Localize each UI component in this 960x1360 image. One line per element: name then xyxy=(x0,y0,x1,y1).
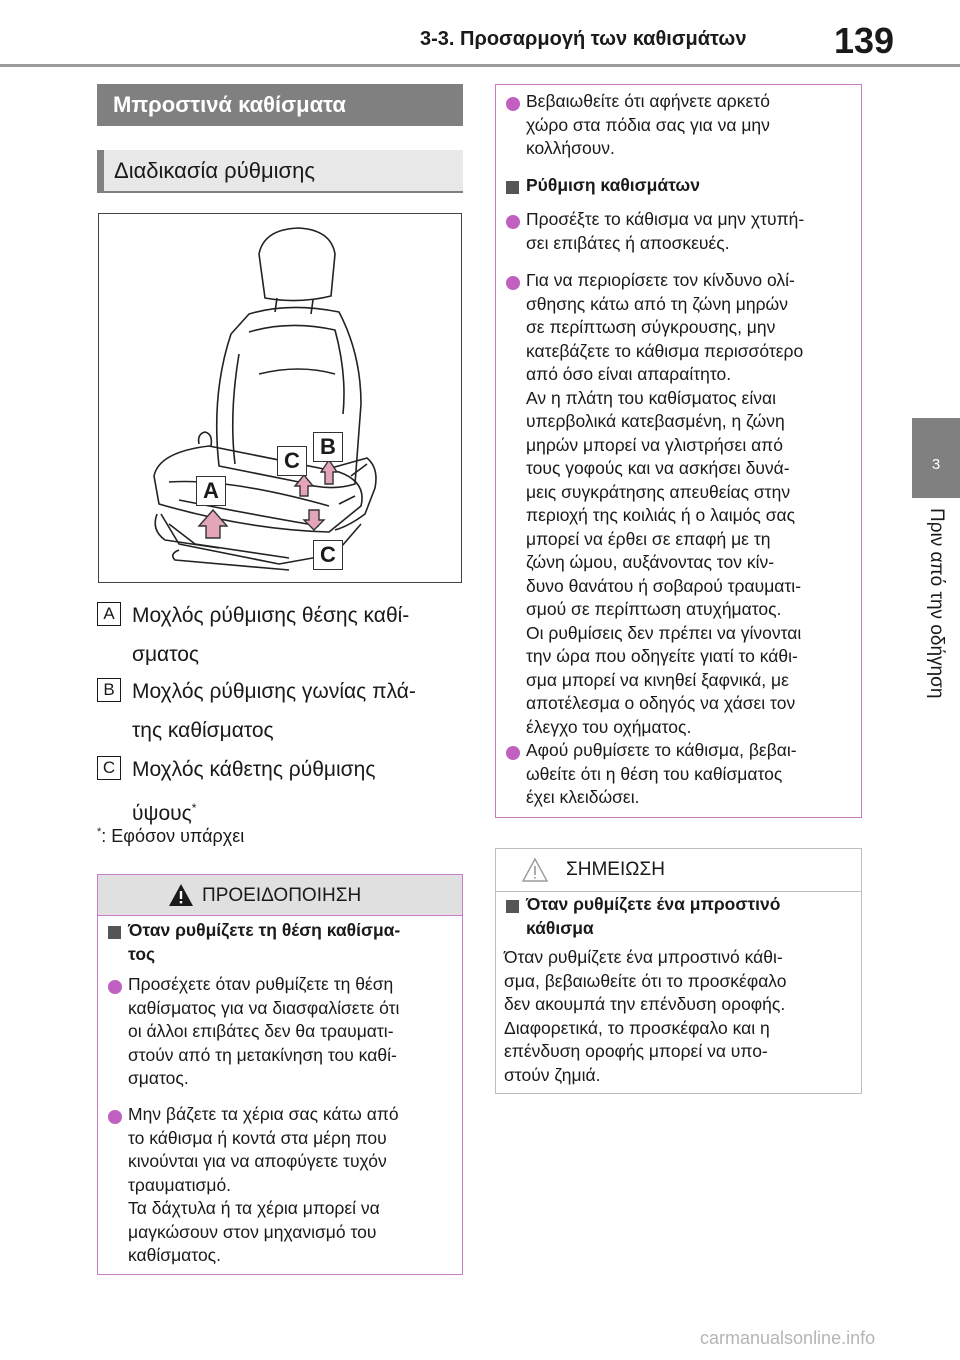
text-line: Αν η πλάτη του καθίσματος είναι xyxy=(526,387,776,408)
legend-line: της καθίσματος xyxy=(132,719,274,742)
warning-bullet-2 xyxy=(128,1103,399,1268)
note-text xyxy=(504,946,787,1087)
text-line: καθίσματος για να διασφαλίσετε ότι xyxy=(128,997,400,1018)
warning-bullet-1 xyxy=(128,973,399,1091)
text-line: κολλήσουν. xyxy=(526,138,615,158)
text-line: επένδυση οροφής μπορεί να υπο- xyxy=(504,1041,768,1061)
arrow-c-up xyxy=(295,475,313,496)
text-line: Όταν ρυθμίζετε ένα μπροστινό κάθι- xyxy=(504,947,783,967)
text-line: Όταν ρυθμίζετε τη θέση καθίσμα- xyxy=(128,920,401,940)
footnote-text: : Εφόσον υπάρχει xyxy=(101,826,245,846)
text-line: έχει κλειδώσει. xyxy=(526,787,640,807)
watermark: carmanualsonline.info xyxy=(700,1328,876,1348)
square-bullet-icon xyxy=(108,926,121,939)
text-line: τραυματισμό. xyxy=(128,1174,232,1195)
text-line: σθησης κάτω από τη ζώνη μηρών xyxy=(526,293,788,314)
right-bullet-3 xyxy=(526,269,803,739)
text-line: Προσέξτε το κάθισμα να μην χτυπή- xyxy=(526,209,805,229)
text-line: σμα, βεβαιωθείτε ότι το προσκέφαλο xyxy=(504,970,787,991)
bullet-icon xyxy=(506,97,520,111)
bullet-icon xyxy=(506,746,520,760)
text-line: σμα μπορεί να κινηθεί ξαφνικά, με xyxy=(526,669,789,690)
arrow-c-down xyxy=(304,510,324,530)
legend-line: Μοχλός ρύθμισης γωνίας πλά- xyxy=(132,680,416,703)
warning-body xyxy=(97,915,463,1275)
legend-line: σματος xyxy=(132,643,199,666)
footnote xyxy=(97,826,244,847)
text-line: δυνο θανάτου ή σοβαρού τραυματι- xyxy=(526,575,802,596)
legend-key: B xyxy=(97,678,121,702)
page-number: 139 xyxy=(834,20,895,61)
warning-icon xyxy=(168,883,194,907)
footnote-marker: * xyxy=(191,801,197,815)
legend-key: C xyxy=(97,756,121,780)
text-line: στούν ζημιά. xyxy=(504,1064,601,1085)
callout-c-lower: C xyxy=(313,540,343,570)
text-line: ζώνη ώμου, αυξάνοντας τον κίν- xyxy=(526,552,775,572)
text-line: έλεγχο του οχήματος. xyxy=(526,716,692,737)
text-line: τους γοφούς και να ασκήσει δυνά- xyxy=(526,458,790,478)
text-line: σματος. xyxy=(128,1068,189,1088)
note-header xyxy=(495,848,862,892)
seat-illustration xyxy=(98,213,462,583)
legend-item-b xyxy=(97,672,463,742)
warning-title: ΠΡΟΕΙΔΟΠΟΙΗΣΗ xyxy=(202,885,362,906)
text-line: μαγκώσουν στον μηχανισμό του xyxy=(128,1221,377,1242)
text-line: Όταν ρυθμίζετε ένα μπροστινό xyxy=(526,894,781,914)
text-line: Μην βάζετε τα χέρια σας κάτω από xyxy=(128,1104,399,1124)
legend-line: Μοχλός κάθετης ρύθμισης xyxy=(132,758,376,781)
square-bullet-icon xyxy=(506,900,519,913)
note-title: ΣΗΜΕΙΩΣΗ xyxy=(566,859,665,880)
arrow-b xyxy=(321,460,337,484)
text-line: μπορεί να έρθει σε επαφή με τη xyxy=(526,528,771,549)
subsection-rule xyxy=(97,191,463,193)
text-line: στούν από τη μετακίνηση του καθί- xyxy=(128,1044,397,1065)
text-line: σει επιβάτες ή αποσκευές. xyxy=(526,232,730,253)
callout-a: A xyxy=(196,476,226,506)
right-bullet-1 xyxy=(526,90,770,161)
text-line: Προσέχετε όταν ρυθμίζετε τη θέση xyxy=(128,974,394,994)
text-line: δεν ακουμπά την επένδυση οροφής. xyxy=(504,994,786,1014)
arrow-a xyxy=(199,510,227,538)
text-line: Για να περιορίσετε τον κίνδυνο ολί- xyxy=(526,270,795,290)
text-line: από όσο είναι απαραίτητο. xyxy=(526,364,732,384)
subsection-title: Διαδικασία ρύθμισης xyxy=(97,150,463,192)
legend-item-a xyxy=(97,596,463,666)
text-line: χώρο στα πόδια σας για να μην xyxy=(526,114,770,135)
caution-outline-icon xyxy=(521,857,549,883)
legend-line: ύψους xyxy=(132,802,192,825)
chapter-number: 3 xyxy=(931,456,941,473)
text-line: τος xyxy=(128,943,156,964)
text-line: Οι ρυθμίσεις δεν πρέπει να γίνονται xyxy=(526,622,802,643)
right-heading: Ρύθμιση καθισμάτων xyxy=(526,175,700,195)
note-heading xyxy=(526,893,780,940)
seat-drawing xyxy=(99,214,461,582)
bullet-icon xyxy=(506,215,520,229)
text-line: οι άλλοι επιβάτες δεν θα τραυματι- xyxy=(128,1021,394,1041)
text-line: κάθισμα xyxy=(526,917,594,938)
text-line: κατεβάζετε το κάθισμα περισσότερο xyxy=(526,340,804,361)
text-line: μεις συγκράτησης απευθείας στην xyxy=(526,481,791,502)
legend-key: A xyxy=(97,602,121,626)
text-line: σε περίπτωση σύγκρουσης, μην xyxy=(526,317,776,337)
right-bullet-4 xyxy=(526,739,797,810)
chapter-label: Πριν από την οδήγηση xyxy=(926,508,947,699)
text-line: την ώρα που οδηγείτε γιατί το κάθι- xyxy=(526,646,798,666)
text-line: κινούνται για να αποφύγετε τυχόν xyxy=(128,1151,387,1171)
running-header-title: 3-3. Προσαρμογή των καθισμάτων xyxy=(420,28,747,50)
text-line: περιοχή της κοιλιάς ή ο λαιμός σας xyxy=(526,505,796,525)
bullet-icon xyxy=(108,980,122,994)
bullet-icon xyxy=(506,276,520,290)
text-line: Αφού ρυθμίσετε το κάθισμα, βεβαι- xyxy=(526,740,797,760)
bullet-icon xyxy=(108,1110,122,1124)
footnote-mark: * xyxy=(97,826,102,838)
text-line: καθίσματος. xyxy=(128,1245,221,1265)
legend-item-c xyxy=(97,750,463,825)
text-line: μηρών μπορεί να γλιστρήσει από xyxy=(526,434,783,455)
legend-line: Μοχλός ρύθμισης θέσης καθί- xyxy=(132,604,410,627)
text-line: αποτέλεσμα ο οδηγός να χάσει τον xyxy=(526,693,796,713)
warning-header xyxy=(97,874,463,916)
header-rule xyxy=(0,64,960,67)
right-bullet-2 xyxy=(526,208,804,255)
section-title: Μπροστινά καθίσματα xyxy=(97,84,463,126)
warning-heading xyxy=(128,919,400,966)
callout-c-upper: C xyxy=(277,446,307,476)
square-bullet-icon xyxy=(506,181,519,194)
text-line: το κάθισμα ή κοντά στα μέρη που xyxy=(128,1127,387,1148)
text-line: υπερβολικά κατεβασμένη, η ζώνη xyxy=(526,411,785,431)
text-line: Τα δάχτυλα ή τα χέρια μπορεί να xyxy=(128,1198,380,1218)
text-line: Βεβαιωθείτε ότι αφήνετε αρκετό xyxy=(526,91,770,111)
text-line: σμού σε περίπτωση ατυχήματος. xyxy=(526,599,782,619)
warning-continuation xyxy=(495,84,862,818)
text-line: ωθείτε ότι η θέση του καθίσματος xyxy=(526,763,783,784)
callout-b: B xyxy=(313,432,343,462)
text-line: Διαφορετικά, το προσκέφαλο και η xyxy=(504,1017,770,1038)
note-body xyxy=(495,891,862,1094)
